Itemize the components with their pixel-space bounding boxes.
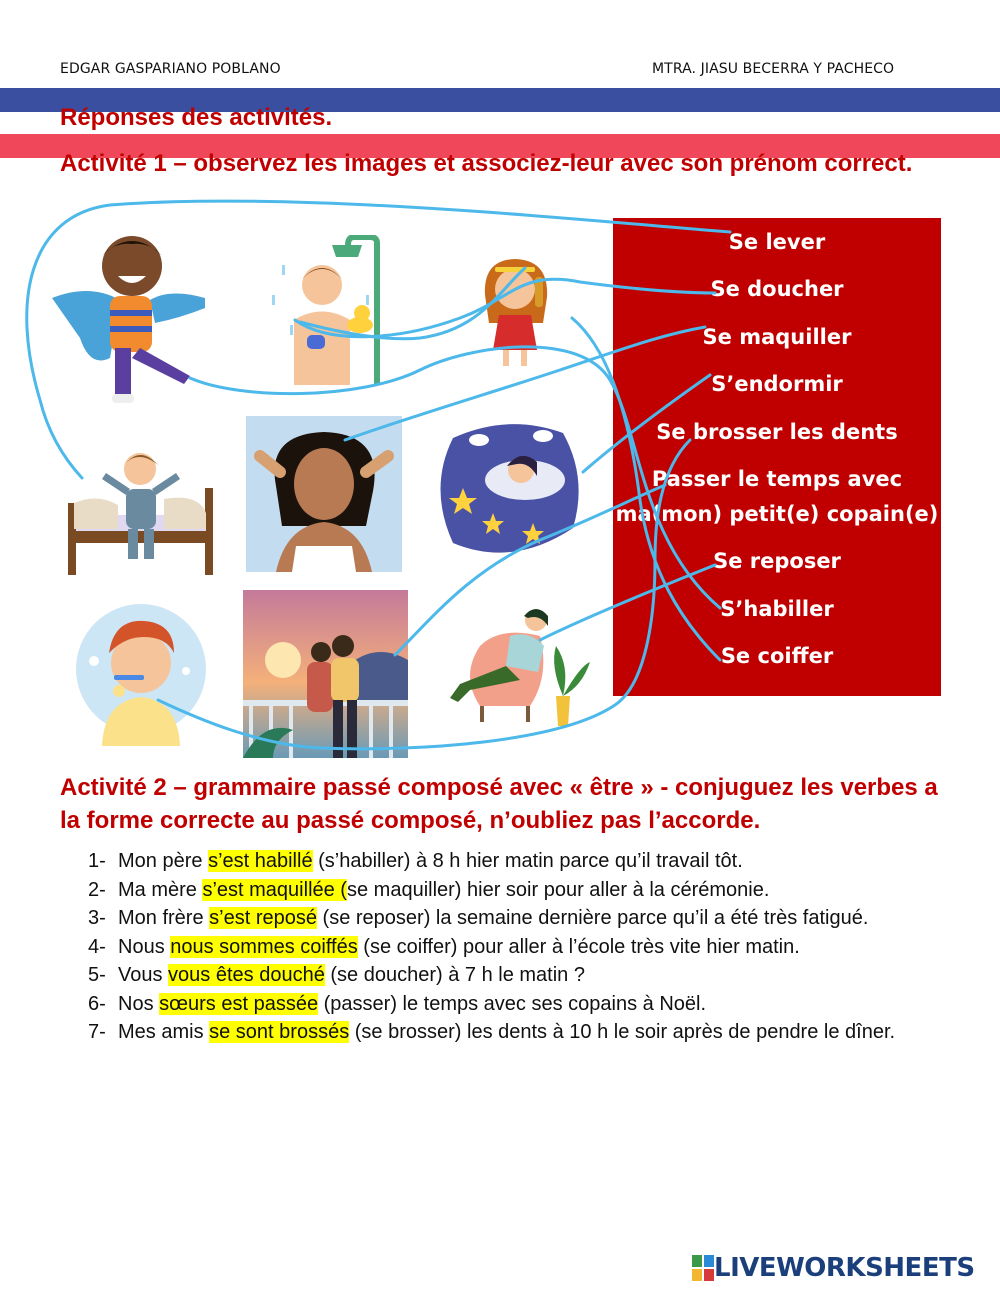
match-line-se-brosser bbox=[158, 440, 690, 749]
woman-makeup-icon[interactable] bbox=[246, 416, 402, 572]
page-title: Réponses des activités. bbox=[60, 104, 333, 131]
list-item: 2- Ma mère s’est maquillée (se maquiller) hier soir pour aller à la cérémonie. bbox=[88, 878, 770, 901]
list-item: 1- Mon père s’est habillé (s’habiller) à 8 h hier matin parce qu’il travail tôt. bbox=[88, 850, 743, 872]
answer-field[interactable]: sœurs est passée bbox=[159, 992, 319, 1015]
answer-field[interactable]: se sont brossés bbox=[209, 1021, 350, 1043]
verb-se-doucher[interactable]: Se doucher bbox=[710, 277, 844, 301]
girl-sleeping-icon[interactable] bbox=[433, 418, 583, 558]
logo-text: LIVEWORKSHEETS bbox=[714, 1253, 975, 1283]
list-item: 6- Nos sœurs est passée (passer) le temps avec ses copains à Noël. bbox=[88, 992, 707, 1015]
answer-field[interactable]: s’est habillé bbox=[208, 850, 313, 872]
student-name: EDGAR GASPARIANO POBLANO bbox=[60, 61, 281, 77]
verb-se-reposer[interactable]: Se reposer bbox=[713, 549, 841, 573]
verb-se-maquiller[interactable]: Se maquiller bbox=[702, 325, 852, 349]
answer-field[interactable]: nous sommes coiffés bbox=[170, 935, 358, 958]
answers-list bbox=[88, 847, 928, 1047]
boy-stretching-icon[interactable] bbox=[50, 228, 210, 408]
verbs-box bbox=[613, 218, 941, 696]
verb-se-coiffer[interactable]: Se coiffer bbox=[720, 644, 834, 668]
woman-resting-chair-icon[interactable] bbox=[440, 606, 590, 726]
liveworksheets-logo-icon bbox=[692, 1255, 714, 1281]
verb-s-endormir[interactable]: S’endormir bbox=[711, 372, 843, 396]
girl-brushing-hair-icon[interactable] bbox=[475, 255, 555, 370]
boy-brushing-teeth-icon[interactable] bbox=[74, 601, 209, 746]
list-item: 3- Mon frère s’est reposé (se reposer) la semaine dernière parce qu’il a été très fatigué. bbox=[88, 907, 869, 929]
verb-passer-le-temps-line2[interactable]: ma(mon) petit(e) copain(e) bbox=[615, 502, 939, 526]
liveworksheets-logo[interactable] bbox=[692, 1253, 975, 1283]
list-item: 4- Nous nous sommes coiffés (se coiffer) pour aller à l’école très vite hier matin. bbox=[88, 935, 800, 958]
answer-field[interactable]: s’est reposé bbox=[209, 907, 317, 929]
couple-sunset-icon[interactable] bbox=[243, 590, 408, 758]
list-item: 7- Mes amis se sont brossés (se brosser) les dents à 10 h le soir après de pendre le dîner. bbox=[88, 1021, 896, 1043]
verb-se-lever[interactable]: Se lever bbox=[728, 230, 826, 254]
verb-se-brosser-les-dents[interactable]: Se brosser les dents bbox=[656, 420, 898, 444]
activity1-title: Activité 1 – observez les images et associez-leur avec son prénom correct. bbox=[60, 150, 913, 177]
boy-getting-out-of-bed-icon[interactable] bbox=[68, 443, 213, 575]
list-item: 5- Vous vous êtes douché (se doucher) à 7 h le matin ? bbox=[88, 964, 585, 986]
teacher-name: MTRA. JIASU BECERRA Y PACHECO bbox=[652, 61, 895, 77]
answer-field[interactable]: s’est maquillée ( bbox=[202, 878, 347, 901]
shower-icon[interactable] bbox=[262, 235, 387, 395]
activity2-title: Activité 2 – grammaire passé composé avec « être » - conjuguez les verbes a la forme correcte au passé composé, n’oubliez pas l’accorde. bbox=[60, 774, 938, 834]
verb-s-habiller[interactable]: S’habiller bbox=[720, 597, 834, 621]
verb-passer-le-temps-line1[interactable]: Passer le temps avec bbox=[651, 467, 903, 491]
answer-field[interactable]: vous êtes douché bbox=[168, 964, 325, 986]
